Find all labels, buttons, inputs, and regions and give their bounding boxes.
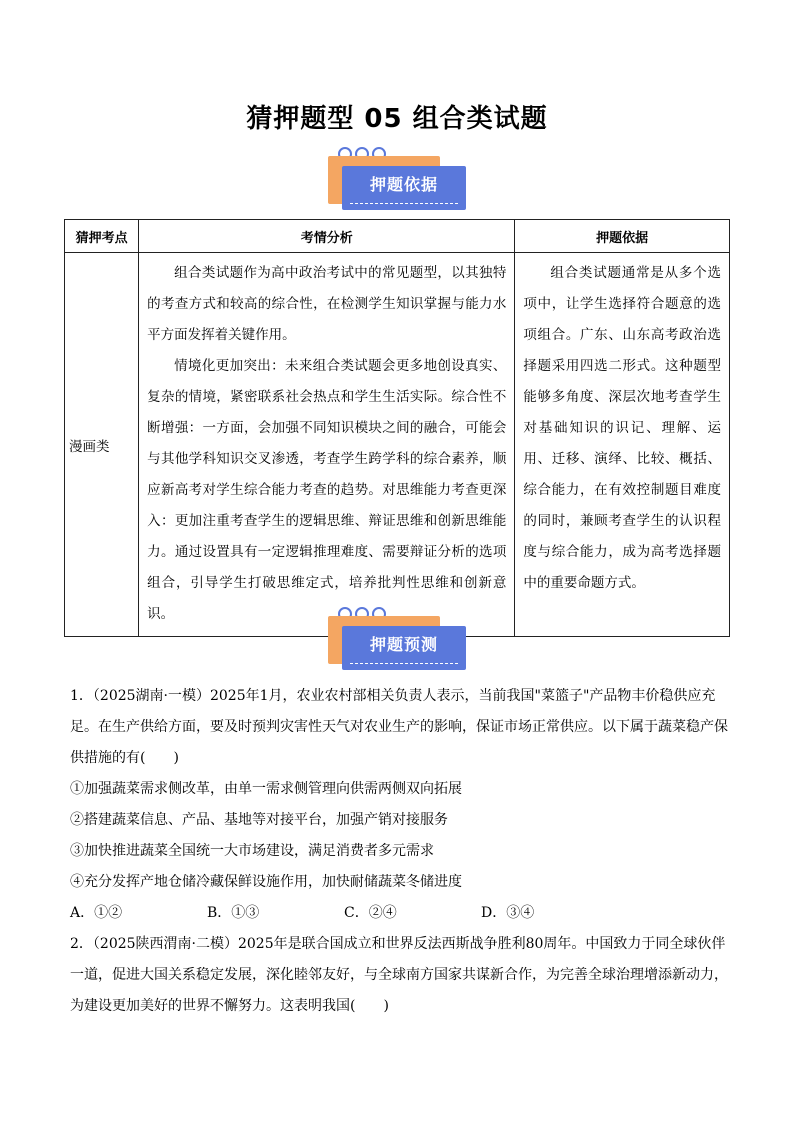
analysis-paragraph: 组合类试题作为高中政治考试中的常见题型，以其独特的考查方式和较高的综合性，在检测学生知识掌握与能力水平方面发挥着关键作用。 xyxy=(147,265,507,343)
question-1-stem: 1．（2025湖南·一模）2025年1月，农业农村部相关负责人表示，当前我国"菜篮子"产品物丰价稳供应充足。在生产供给方面，要及时预判灾害性天气对农业生产的影响，保证市场正常供应。以下属于蔬菜稳产保供措施的有( ) xyxy=(70,688,728,766)
option-b[interactable]: B．①③ xyxy=(207,905,260,921)
question-2-stem: 2．（2025陕西渭南·二模）2025年是联合国成立和世界反法西斯战争胜利80周年。中国致力于同全球伙伴一道，促进大国关系稳定发展，深化睦邻友好，与全球南方国家共谋新合作，为完善全球治理增添新动力，为建设更加美好的世界不懈努力。这表明我国( ) xyxy=(70,936,728,1014)
table-row xyxy=(65,253,730,637)
badge-label: 押题预测 xyxy=(369,635,438,654)
category-cell: 漫画类 xyxy=(65,253,139,637)
questions-section xyxy=(70,681,730,1022)
header-topic: 猜押考点 xyxy=(65,220,139,253)
option-a[interactable]: A．①② xyxy=(70,905,123,921)
option-c[interactable]: C．②④ xyxy=(344,905,397,921)
question-1-options xyxy=(70,898,730,929)
analysis-table xyxy=(64,219,730,637)
basis-badge xyxy=(328,150,468,216)
table-header-row xyxy=(65,220,730,253)
header-analysis: 考情分析 xyxy=(139,220,515,253)
analysis-cell xyxy=(139,253,515,637)
page-title: 猜押题型 05 组合类试题 xyxy=(246,104,548,134)
question-1-item: ③加快推进蔬菜全国统一大市场建设，满足消费者多元需求 xyxy=(70,843,434,859)
badge-label: 押题依据 xyxy=(369,175,438,194)
question-1-item: ①加强蔬菜需求侧改革，由单一需求侧管理向供需两侧双向拓展 xyxy=(70,781,462,797)
analysis-paragraph: 情境化更加突出：未来组合类试题会更多地创设真实、复杂的情境，紧密联系社会热点和学生生活实际。综合性不断增强：一方面，会加强不同知识模块之间的融合，可能会与其他学科知识交叉渗透，考查学生跨学科的综合素养，顺应新高考对学生综合能力考查的趋势。对思维能力考查更深入：更加注重考查学生的逻辑思维、辩证思维和创新思维能力。通过设置具有一定逻辑推理难度、需要辩证分析的选项组合，引导学生打破思维定式，培养批判性思维和创新意识。 xyxy=(147,358,507,622)
header-basis: 押题依据 xyxy=(515,220,730,253)
option-d[interactable]: D．③④ xyxy=(481,905,535,921)
question-1-item: ②搭建蔬菜信息、产品、基地等对接平台，加强产销对接服务 xyxy=(70,812,448,828)
basis-cell xyxy=(515,253,730,637)
question-1-item: ④充分发挥产地仓储冷藏保鲜设施作用，加快耐储蔬菜冬储进度 xyxy=(70,874,462,890)
prediction-badge xyxy=(328,610,468,676)
basis-paragraph: 组合类试题通常是从多个选项中，让学生选择符合题意的选项组合。广东、山东高考政治选择题采用四选二形式。这种题型能够多角度、深层次地考查学生对基础知识的识记、理解、运用、迁移、演绎、比较、概括、综合能力，在有效控制题目难度的同时，兼顾考查学生的认识程度与综合能力，成为高考选择题中的重要命题方式。 xyxy=(523,265,721,591)
